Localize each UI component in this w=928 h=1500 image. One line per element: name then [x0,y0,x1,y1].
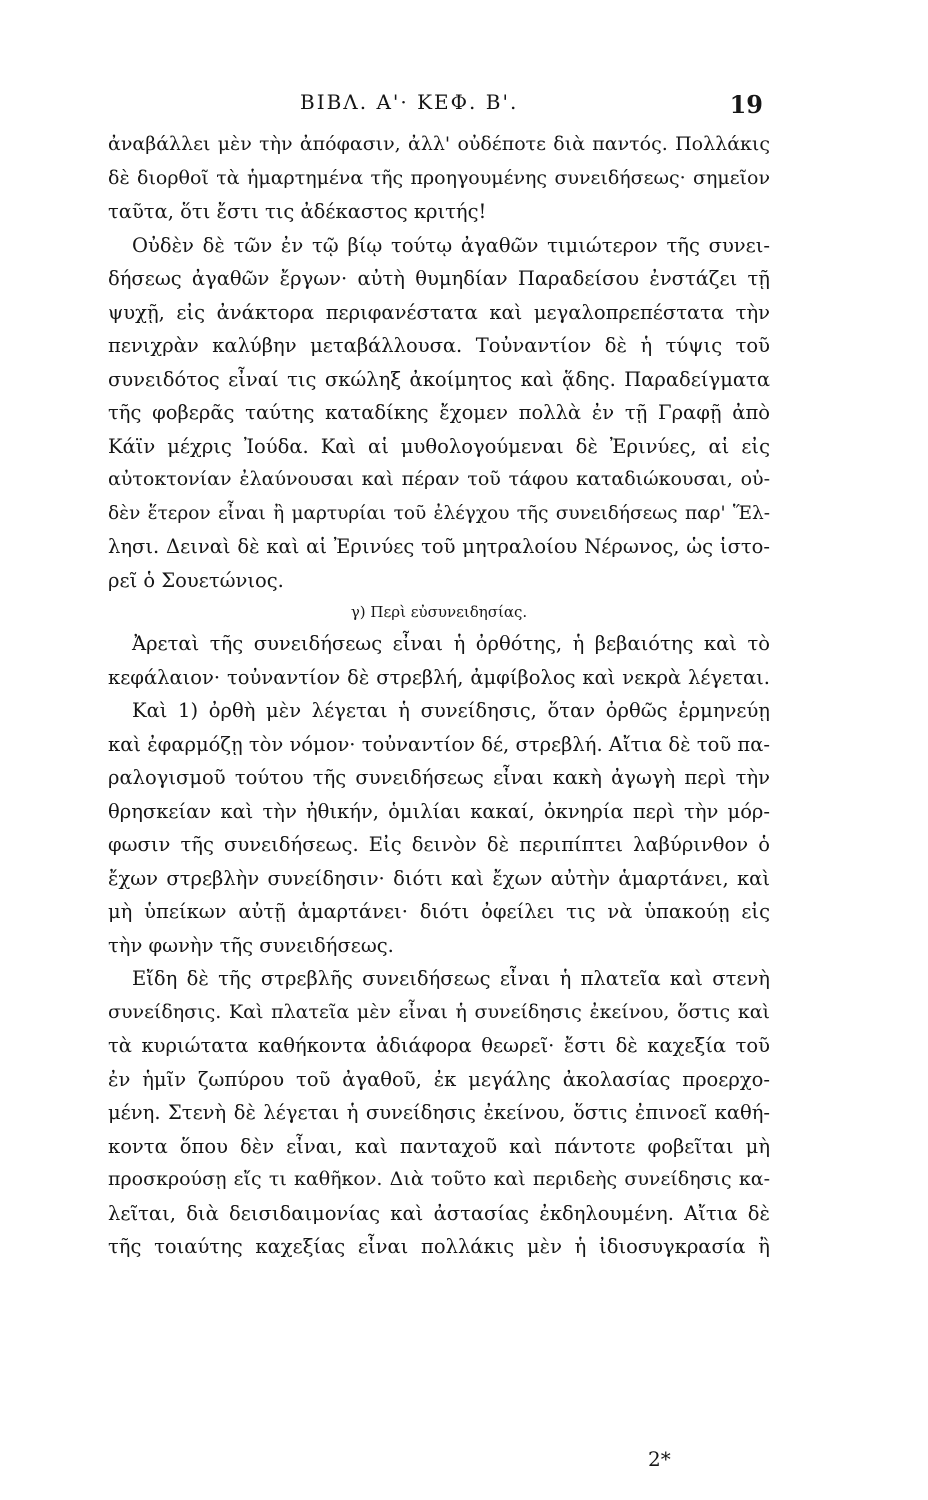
text-line: μένη. Στενὴ δὲ λέγεται ἡ συνείδησις ἐκείνου, ὅστις ἐπινοεῖ καθή- [108,1101,770,1124]
text-line: ραλογισμοῦ τούτου τῆς συνειδήσεως εἶναι κακὴ ἀγωγὴ περὶ τὴν [108,766,770,789]
text-line: συνείδησις. Καὶ πλατεῖα μὲν εἶναι ἡ συνείδησις ἐκείνου, ὅστις καὶ [108,1000,770,1023]
text-line: ψυχῇ, εἰς ἀνάκτορα περιφανέστατα καὶ μεγαλοπρεπέστατα τὴν [108,300,770,324]
text-line: δὲ διορθοῖ τὰ ἡμαρτημένα τῆς προηγουμένης συνειδήσεως· σημεῖον [108,166,770,189]
text-line: ἀναβάλλει μὲν τὴν ἀπόφασιν, ἀλλ' οὐδέποτε διὰ παντός. Πολλάκις [108,133,770,155]
text-line: αὐτοκτονίαν ἐλαύνουσαι καὶ πέραν τοῦ τάφου καταδιώκουσαι, οὐ- [108,468,770,490]
text-line: ταῦτα, ὅτι ἔστι τις ἀδέκαστος κριτής! [108,200,487,223]
text-line: Κάϊν μέχρις Ἰούδα. Καὶ αἱ μυθολογούμεναι δὲ Ἐρινύες, αἱ εἰς [108,434,770,458]
text-line: κεφάλαιον· τοὐναντίον δὲ στρεβλή, ἀμφίβολος καὶ νεκρὰ λέγεται. [108,665,770,689]
text-line: δήσεως ἀγαθῶν ἔργων· αὐτὴ θυμηδίαν Παραδείσου ἐνστάζει τῇ [108,267,770,290]
text-line: τῆς τοιαύτης καχεξίας εἶναι πολλάκις μὲν ἡ ἰδιοσυγκρασία ἢ [108,1235,770,1258]
text-line: λεῖται, διὰ δεισιδαιμονίας καὶ ἀστασίας ἐκδηλουμένη. Αἴτια δὲ [108,1201,770,1225]
text-line: θρησκείαν καὶ τὴν ἠθικήν, ὁμιλίαι κακαί, ὀκνηρία περὶ τὴν μόρ- [108,799,770,823]
text-line: ἐν ἡμῖν ζωπύρου τοῦ ἀγαθοῦ, ἐκ μεγάλης ἀκολασίας προερχο- [108,1067,770,1091]
running-head: ΒΙΒΛ. Α'· ΚΕΦ. Β'. [300,90,519,114]
text-line: τὰ κυριώτατα καθήκοντα ἀδιάφορα θεωρεῖ· ἔστι δὲ καχεξία τοῦ [108,1034,770,1057]
text-line: μὴ ὑπείκων αὐτῇ ἁμαρτάνει· διότι ὀφείλει τις νὰ ὑπακούῃ εἰς [108,900,770,923]
text-line: κοντα ὅπου δὲν εἶναι, καὶ πανταχοῦ καὶ πάντοτε φοβεῖται μὴ [108,1134,770,1158]
text-line: Καὶ 1) ὀρθὴ μὲν λέγεται ἡ συνείδησις, ὅταν ὀρθῶς ἑρμηνεύῃ [132,699,770,722]
text-line: Οὐδὲν δὲ τῶν ἐν τῷ βίῳ τούτῳ ἀγαθῶν τιμιώτερον τῆς συνει- [132,233,770,257]
section-heading: γ) Περὶ εὐσυνειδησίας. [350,603,528,621]
text-line: πενιχρὰν καλύβην μεταβάλλουσα. Τοὐναντίον δὲ ἡ τύψις τοῦ [108,334,770,357]
text-line: Ἀρεταὶ τῆς συνειδήσεως εἶναι ἡ ὀρθότης, ἡ βεβαιότης καὶ τὸ [132,632,770,655]
text-line: ἔχων στρεβλὴν συνείδησιν· διότι καὶ ἔχων αὐτὴν ἁμαρτάνει, καὶ [108,866,770,890]
text-line: τῆς φοβερᾶς ταύτης καταδίκης ἔχομεν πολλὰ ἐν τῇ Γραφῇ ἀπὸ [108,401,770,424]
text-line: ρεῖ ὁ Σουετώνιος. [108,568,284,592]
body-text [108,128,770,1264]
text-line: συνειδότος εἶναί τις σκώληξ ἀκοίμητος καὶ ᾅδης. Παραδείγματα [108,367,770,391]
text-line: καὶ ἐφαρμόζῃ τὸν νόμον· τοὐναντίον δέ, στρεβλή. Αἴτια δὲ τοῦ πα- [108,732,770,756]
text-line: λησι. Δειναὶ δὲ καὶ αἱ Ἐρινύες τοῦ μητραλοίου Νέρωνος, ὡς ἱστο- [108,535,770,558]
page-number: 19 [729,90,763,119]
text-line: τὴν φωνὴν τῆς συνειδήσεως. [108,933,394,957]
text-line: φωσιν τῆς συνειδήσεως. Εἰς δεινὸν δὲ περιπίπτει λαβύρινθον ὁ [108,833,770,856]
text-line: προσκρούσῃ εἴς τι καθῆκον. Διὰ τοῦτο καὶ περιδεὴς συνείδησις κα- [108,1168,770,1190]
signature-mark: 2* [648,1447,671,1471]
text-line: Εἴδη δὲ τῆς στρεβλῆς συνειδήσεως εἶναι ἡ πλατεῖα καὶ στενὴ [132,967,770,990]
text-line: δὲν ἕτερον εἶναι ἢ μαρτυρίαι τοῦ ἐλέγχου τῆς συνειδήσεως παρ' Ἕλ- [108,502,770,524]
